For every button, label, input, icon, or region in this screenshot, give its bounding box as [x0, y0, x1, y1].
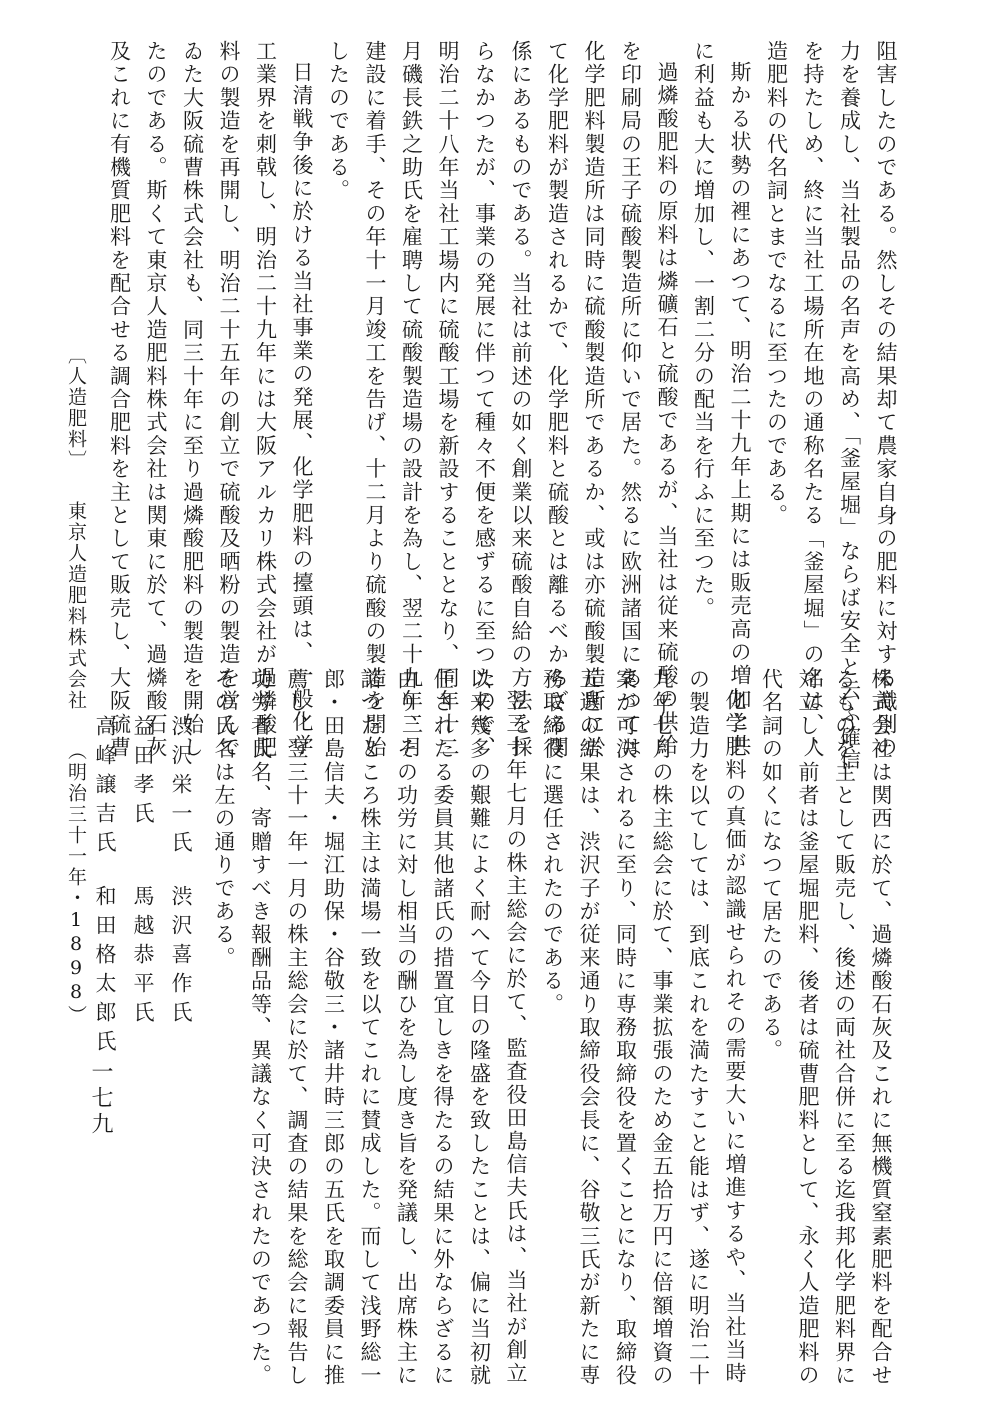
paragraph: 造肥料の代名詞とまでなるに至つたのである。 — [764, 40, 789, 528]
paragraph: 対立し、前者は釜屋堀肥料、後者は硫曹肥料として、永く人造肥料の — [796, 668, 820, 1388]
paragraph: 月磯長鉄之助氏を雇聘して硫酸製造場の設計を為し、翌二十九年三月 — [399, 40, 424, 760]
paragraph: 係にあるものである。当社は前述の如く創業以来硫酸自給の方法を採 — [509, 40, 533, 760]
paragraph: 郎・田島信夫・堀江助保・谷敬三・諸井時三郎の五氏を取調委員に推 — [321, 668, 346, 1388]
paragraph: 化学肥料の真価が認識せられその需要大いに増進するや、当社当時 — [723, 689, 747, 1385]
paragraph: るものを主として販売し、後述の両社合併に至る迄我邦化学肥料界に — [832, 668, 857, 1388]
honoree-name: 和田格太郎氏 — [93, 885, 117, 1059]
paragraph: 任されたる委員其他諸氏の措置宜しきを得たるの結果に外ならざるに — [431, 668, 455, 1388]
honoree-names-lower — [86, 885, 200, 1059]
paragraph: に利益も大に増加し、一割二分の配当を行ふに至つた。 — [691, 40, 716, 620]
paragraph: 務取締役に選任されたのである。 — [540, 668, 565, 1016]
upper-text-block — [101, 40, 904, 772]
honoree-name: 益田孝氏 — [131, 715, 155, 831]
paragraph: 五選の結果は、渋沢子が従来通り取締役会長に、谷敬三氏が新たに専 — [577, 668, 601, 1388]
paragraph: 斯かる状勢の裡にあつて、明治二十九年上期には販売高の増加と共 — [728, 61, 752, 757]
lower-text-block — [206, 668, 900, 1388]
paragraph: ゐた大阪硫曹株式会社も、同三十年に至り過燐酸肥料の製造を開始し — [180, 40, 205, 760]
paragraph: その氏名は左の通りである。 — [212, 668, 236, 970]
paragraph: 代名詞の如くになつて居たのである。 — [759, 668, 784, 1063]
honoree-name: 渋沢栄一氏 — [169, 715, 193, 860]
paragraph: の製造力を以てしては、到底これを満たすこと能はず、遂に明治二十 — [686, 668, 711, 1388]
honoree-name: 高峰譲吉氏 — [93, 715, 117, 860]
paragraph: 薦し、翌三十一年一月の株主総会に於て、調査の結果を総会に報告し — [285, 668, 309, 1388]
paragraph: を持たしめ、終に当社工場所在地の通称名たる「釜屋堀」の名は、人 — [801, 40, 825, 760]
paragraph: したのである。 — [326, 40, 351, 203]
paragraph: 化学肥料製造所は同時に硫酸製造所であるか、或は亦硫酸製造所に於 — [582, 40, 606, 760]
paragraph: 日清戦争後に於ける当社事業の発展、化学肥料の擡頭は、一般化学 — [290, 61, 314, 757]
page-number: 一七九 — [88, 1060, 113, 1138]
honoree-name: 馬越恭平氏 — [131, 885, 155, 1030]
paragraph: 工業界を刺戟し、明治二十九年には大阪アルカリ株式会社が過燐酸肥 — [253, 40, 278, 760]
paragraph: 案が可決されるに至り、同時に専務取締役を置くことになり、取締役 — [613, 668, 638, 1388]
paragraph: て化学肥料が製造されるかで、化学肥料と硫酸とは離るべからざる関 — [545, 40, 570, 760]
paragraph: 九年七月の株主総会に於て、事業拡張のため金五拾万円に倍額増資の — [650, 668, 674, 1388]
paragraph: 功労者氏名、寄贈すべき報酬品等、異議なく可決されたのであつた。 — [248, 668, 273, 1388]
paragraph: 由り、その功労に対し相当の酬ひを為し度き旨を発議し、出席株主に — [394, 668, 419, 1388]
caption-company: 東京人造肥料株式会社 — [65, 501, 87, 711]
paragraph: を印刷局の王子硫酸製造所に仰いで居た。然るに欧洲諸国にあつては — [618, 40, 643, 760]
paragraph: らなかつたが、事業の発展に伴つて種々不便を感ずるに至つたので、 — [472, 40, 497, 760]
paragraph: 諮つたところ株主は満場一致を以てこれに賛成した。而して浅野総一 — [358, 668, 382, 1388]
paragraph: 力を養成し、当社製品の名声を高め、「釜屋堀」ならば安全と云ふ確信 — [837, 40, 862, 772]
caption-category: 〔人造肥料〕 — [65, 345, 87, 471]
caption-era: （明治三十一年・1898） — [65, 741, 87, 1026]
paragraph: 明治二十八年当社工場内に硫酸工場を新設することとなり、同年十二 — [436, 40, 460, 760]
honoree-names-upper — [86, 715, 200, 860]
paragraph: 阻害したのである。然しその結果却て農家自身の肥料に対する識別の — [874, 40, 898, 760]
paragraph: 建設に着手、その年十一月竣工を告げ、十二月より硫酸の製造を開始 — [363, 40, 387, 760]
paragraph: 料の製造を再開し、明治二十五年の創立で硫酸及晒粉の製造を営んで — [217, 40, 241, 760]
honoree-name: 渋沢喜作氏 — [169, 885, 193, 1030]
paragraph: 過燐酸肥料の原料は燐礦石と硫酸であるが、当社は従来硫酸の供給 — [655, 61, 679, 757]
running-caption — [62, 345, 90, 1026]
paragraph: 及これに有機質肥料を配合せる調合肥料を主として販売し、大阪硫曹 — [107, 40, 132, 760]
paragraph: 翌三十年七月の株主総会に於て、監査役田島信夫氏は、当社が創立 — [504, 689, 528, 1385]
paragraph: 株式会社は関西に於て、過燐酸石灰及これに無機質窒素肥料を配合せ — [869, 668, 893, 1388]
paragraph: たのである。斯くて東京人造肥料株式会社は関東に於て、過燐酸石灰 — [144, 40, 168, 760]
paragraph: 以来幾多の艱難によく耐へて今日の隆盛を致したことは、偏に当初就 — [467, 668, 492, 1388]
